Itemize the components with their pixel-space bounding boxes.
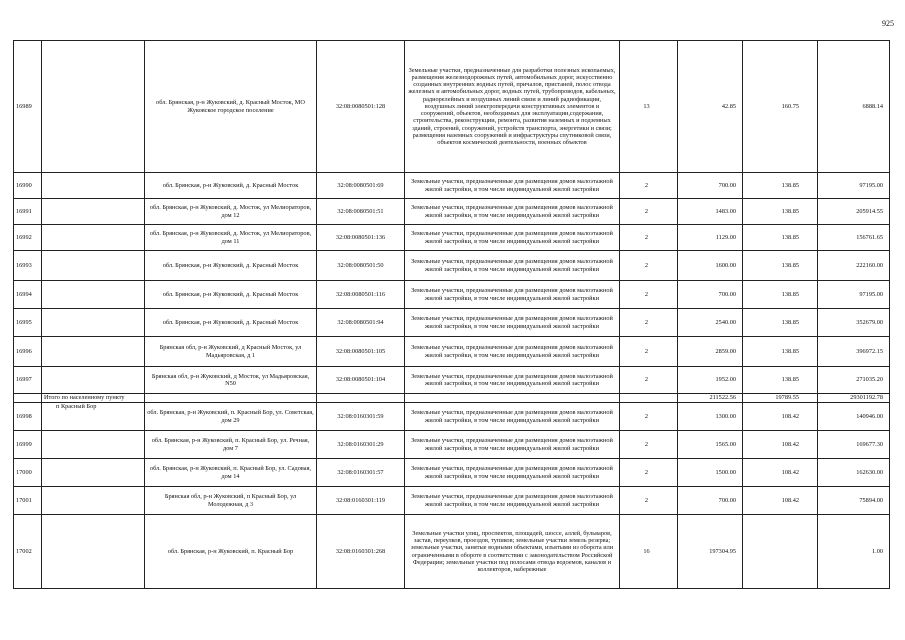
area-cell: 2859.00 bbox=[678, 337, 743, 367]
row-id: 16991 bbox=[14, 199, 42, 225]
address-cell: Брянская обл, р-н Жуковский, д Красный Мосток, ул Мадьяровская, д 1 bbox=[145, 337, 317, 367]
subtotal-empty bbox=[620, 394, 678, 403]
cadastral-number-cell: 32:08:0160301:268 bbox=[317, 515, 405, 589]
area-cell: 700.00 bbox=[678, 173, 743, 199]
settlement-cell bbox=[42, 41, 145, 173]
rate-cell: 138.85 bbox=[743, 367, 818, 394]
row-id: 16990 bbox=[14, 173, 42, 199]
address-cell: обл. Брянская, р-н Жуковский, д. Мосток, ул Мелиораторов, дом 12 bbox=[145, 199, 317, 225]
cadastral-number-cell: 32:08:0080501:51 bbox=[317, 199, 405, 225]
cadastral-value-cell: 162630.00 bbox=[818, 459, 890, 487]
cadastral-value-cell: 205914.55 bbox=[818, 199, 890, 225]
cadastral-value-cell: 156761.65 bbox=[818, 225, 890, 251]
row-id: 16992 bbox=[14, 225, 42, 251]
row-id: 16997 bbox=[14, 367, 42, 394]
table-row bbox=[14, 41, 890, 173]
group-code-cell: 2 bbox=[620, 281, 678, 309]
address-cell: обл. Брянская, р-н Жуковский, д. Красный Мосток bbox=[145, 173, 317, 199]
rate-cell: 138.85 bbox=[743, 337, 818, 367]
cadastral-number-cell: 32:08:0080501:116 bbox=[317, 281, 405, 309]
cadastral-number-cell: 32:08:0080501:104 bbox=[317, 367, 405, 394]
settlement-cell bbox=[42, 487, 145, 515]
settlement-name: п Красный Бор bbox=[42, 403, 145, 431]
cadastral-value-cell: 396972.15 bbox=[818, 337, 890, 367]
cadastral-number-cell: 32:08:0160301:59 bbox=[317, 403, 405, 431]
row-id: 17001 bbox=[14, 487, 42, 515]
area-cell: 1600.00 bbox=[678, 251, 743, 281]
cadastral-value-cell: 140946.00 bbox=[818, 403, 890, 431]
group-code-cell: 13 bbox=[620, 41, 678, 173]
settlement-cell bbox=[42, 431, 145, 459]
land-use-cell: Земельные участки, предназначенные для размещения домов малоэтажной жилой застройки, в том числе индивидуальной жилой застройки bbox=[405, 487, 620, 515]
page-number: 925 bbox=[882, 19, 894, 28]
settlement-cell bbox=[42, 515, 145, 589]
rate-cell: 108.42 bbox=[743, 459, 818, 487]
rate-cell: 138.85 bbox=[743, 309, 818, 337]
cadastral-value-table bbox=[13, 40, 890, 589]
table-row bbox=[14, 487, 890, 515]
land-use-cell: Земельные участки, предназначенные для размещения домов малоэтажной жилой застройки, в том числе индивидуальной жилой застройки bbox=[405, 173, 620, 199]
cadastral-value-cell: 352679.00 bbox=[818, 309, 890, 337]
area-cell: 1565.00 bbox=[678, 431, 743, 459]
table-row bbox=[14, 431, 890, 459]
cadastral-number-cell: 32:08:0080501:69 bbox=[317, 173, 405, 199]
cadastral-number-cell: 32:08:0080501:94 bbox=[317, 309, 405, 337]
group-code-cell: 2 bbox=[620, 173, 678, 199]
group-code-cell: 2 bbox=[620, 487, 678, 515]
settlement-cell bbox=[42, 281, 145, 309]
rate-cell: 108.42 bbox=[743, 431, 818, 459]
address-cell: обл. Брянская, р-н Жуковский, д. Красный Мосток bbox=[145, 251, 317, 281]
group-code-cell: 2 bbox=[620, 367, 678, 394]
group-code-cell: 2 bbox=[620, 309, 678, 337]
land-use-cell: Земельные участки, предназначенные для размещения домов малоэтажной жилой застройки, в том числе индивидуальной жилой застройки bbox=[405, 367, 620, 394]
group-code-cell: 2 bbox=[620, 431, 678, 459]
settlement-cell bbox=[42, 173, 145, 199]
group-code-cell: 16 bbox=[620, 515, 678, 589]
settlement-cell bbox=[42, 251, 145, 281]
cadastral-number-cell: 32:08:0080501:50 bbox=[317, 251, 405, 281]
rate-cell: 138.85 bbox=[743, 281, 818, 309]
cadastral-number-cell: 32:08:0080501:105 bbox=[317, 337, 405, 367]
rate-cell: 108.42 bbox=[743, 487, 818, 515]
cadastral-number-cell: 32:08:0080501:128 bbox=[317, 41, 405, 173]
settlement-cell bbox=[42, 337, 145, 367]
subtotal-row bbox=[14, 394, 890, 403]
subtotal-empty bbox=[317, 394, 405, 403]
area-cell: 1500.00 bbox=[678, 459, 743, 487]
rate-cell bbox=[743, 515, 818, 589]
group-code-cell: 2 bbox=[620, 225, 678, 251]
row-id: 17002 bbox=[14, 515, 42, 589]
group-code-cell: 2 bbox=[620, 459, 678, 487]
subtotal-empty bbox=[145, 394, 317, 403]
group-code-cell: 2 bbox=[620, 199, 678, 225]
land-use-cell: Земельные участки, предназначенные для размещения домов малоэтажной жилой застройки, в том числе индивидуальной жилой застройки bbox=[405, 309, 620, 337]
land-use-cell: Земельные участки, предназначенные для размещения домов малоэтажной жилой застройки, в том числе индивидуальной жилой застройки bbox=[405, 403, 620, 431]
land-use-cell: Земельные участки, предназначенные для разработки полезных ископаемых, размещения железнодорожных путей, автомобильных дорог, искусственно созданных внутренних водных путей, причалов, пристаней, полос отвода железных и автомобильных дорог, водных путей, трубопроводов, кабельных, радиорелейных и воздушных линий связи и линий радиофикации, воздушных линий электропередачи конструктивных элементов и сооружений, объектов, необходимых для эксплуатации,содержания, строительства, реконструкции, ремонта, развития наземных и подземных зданий, строений, сооружений, устройств транспорта, энергетики и связи; размещения наземных сооружений и инфраструктуры спутниковой связи, объектов космической деятельности, военных объектов bbox=[405, 41, 620, 173]
land-use-cell: Земельные участки улиц, проспектов, площадей, шоссе, аллей, бульваров, застав, переулков, проездов, тупиков; земельные участки земель резерва; земельные участки, занятые водными объектами, изъятыми из оборота или ограниченными в обороте в соответствии с законодательством Российской Федерации; земельные участки под полосами отвода водоемов, каналов и коллекторов, набережные bbox=[405, 515, 620, 589]
land-use-cell: Земельные участки, предназначенные для размещения домов малоэтажной жилой застройки, в том числе индивидуальной жилой застройки bbox=[405, 225, 620, 251]
rate-cell: 108.42 bbox=[743, 403, 818, 431]
row-id: 16999 bbox=[14, 431, 42, 459]
address-cell: обл. Брянская, р-н Жуковский, д. Красный Мосток, МО Жуковское городское поселение bbox=[145, 41, 317, 173]
address-cell: обл. Брянская, р-н Жуковский, д. Мосток, ул Мелиораторов, дом 11 bbox=[145, 225, 317, 251]
subtotal-value: 29301192.78 bbox=[818, 394, 890, 403]
subtotal-empty bbox=[14, 394, 42, 403]
land-use-cell: Земельные участки, предназначенные для размещения домов малоэтажной жилой застройки, в том числе индивидуальной жилой застройки bbox=[405, 431, 620, 459]
row-id: 16994 bbox=[14, 281, 42, 309]
row-id: 16998 bbox=[14, 403, 42, 431]
cadastral-number-cell: 32:08:0080501:136 bbox=[317, 225, 405, 251]
area-cell: 1300.00 bbox=[678, 403, 743, 431]
settlement-cell bbox=[42, 199, 145, 225]
area-cell: 1483.00 bbox=[678, 199, 743, 225]
table-row bbox=[14, 225, 890, 251]
address-cell: Брянская обл, р-н Жуковский, п Красный Бор, ул Молодежная, д 3 bbox=[145, 487, 317, 515]
land-use-cell: Земельные участки, предназначенные для размещения домов малоэтажной жилой застройки, в том числе индивидуальной жилой застройки bbox=[405, 459, 620, 487]
area-cell: 700.00 bbox=[678, 487, 743, 515]
cadastral-value-cell: 222160.00 bbox=[818, 251, 890, 281]
row-id: 16989 bbox=[14, 41, 42, 173]
table-row bbox=[14, 459, 890, 487]
area-cell: 1952.00 bbox=[678, 367, 743, 394]
table-row bbox=[14, 367, 890, 394]
cadastral-number-cell: 32:08:0160301:57 bbox=[317, 459, 405, 487]
area-cell: 1129.00 bbox=[678, 225, 743, 251]
settlement-cell bbox=[42, 309, 145, 337]
table-row bbox=[14, 173, 890, 199]
group-code-cell: 2 bbox=[620, 251, 678, 281]
settlement-cell bbox=[42, 459, 145, 487]
rate-cell: 160.75 bbox=[743, 41, 818, 173]
address-cell: Брянская обл, р-н Жуковский, д Мосток, ул Мадьяровская, N50 bbox=[145, 367, 317, 394]
subtotal-label: Итого по населенному пункту bbox=[42, 394, 145, 403]
subtotal-rate: 19789.55 bbox=[743, 394, 818, 403]
subtotal-area: 211522.56 bbox=[678, 394, 743, 403]
table-row bbox=[14, 281, 890, 309]
table-row bbox=[14, 309, 890, 337]
settlement-cell bbox=[42, 225, 145, 251]
address-cell: обл. Брянская, р-н Жуковский, п. Красный Бор, ул. Речная, дом 7 bbox=[145, 431, 317, 459]
land-use-cell: Земельные участки, предназначенные для размещения домов малоэтажной жилой застройки, в том числе индивидуальной жилой застройки bbox=[405, 281, 620, 309]
settlement-cell bbox=[42, 367, 145, 394]
row-id: 17000 bbox=[14, 459, 42, 487]
table-row bbox=[14, 337, 890, 367]
land-use-cell: Земельные участки, предназначенные для размещения домов малоэтажной жилой застройки, в том числе индивидуальной жилой застройки bbox=[405, 251, 620, 281]
address-cell: обл. Брянская, р-н Жуковский, п. Красный Бор bbox=[145, 515, 317, 589]
cadastral-value-cell: 75894.00 bbox=[818, 487, 890, 515]
row-id: 16996 bbox=[14, 337, 42, 367]
rate-cell: 138.85 bbox=[743, 199, 818, 225]
cadastral-value-cell: 271035.20 bbox=[818, 367, 890, 394]
table-row bbox=[14, 515, 890, 589]
area-cell: 700.00 bbox=[678, 281, 743, 309]
subtotal-empty bbox=[405, 394, 620, 403]
cadastral-value-cell: 1.00 bbox=[818, 515, 890, 589]
land-use-cell: Земельные участки, предназначенные для размещения домов малоэтажной жилой застройки, в том числе индивидуальной жилой застройки bbox=[405, 337, 620, 367]
area-cell: 42.85 bbox=[678, 41, 743, 173]
rate-cell: 138.85 bbox=[743, 251, 818, 281]
cadastral-value-cell: 6888.14 bbox=[818, 41, 890, 173]
row-id: 16995 bbox=[14, 309, 42, 337]
cadastral-number-cell: 32:08:0160301:119 bbox=[317, 487, 405, 515]
rate-cell: 138.85 bbox=[743, 173, 818, 199]
area-cell: 197304.95 bbox=[678, 515, 743, 589]
table-row bbox=[14, 403, 890, 431]
cadastral-value-cell: 169677.30 bbox=[818, 431, 890, 459]
cadastral-value-cell: 97195.00 bbox=[818, 173, 890, 199]
group-code-cell: 2 bbox=[620, 337, 678, 367]
address-cell: обл. Брянская, р-н Жуковский, п. Красный Бор, ул. Садовая, дом 14 bbox=[145, 459, 317, 487]
land-use-cell: Земельные участки, предназначенные для размещения домов малоэтажной жилой застройки, в том числе индивидуальной жилой застройки bbox=[405, 199, 620, 225]
address-cell: обл. Брянская, р-н Жуковский, д. Красный Мосток bbox=[145, 281, 317, 309]
group-code-cell: 2 bbox=[620, 403, 678, 431]
row-id: 16993 bbox=[14, 251, 42, 281]
cadastral-number-cell: 32:08:0160301:29 bbox=[317, 431, 405, 459]
cadastral-value-cell: 97195.00 bbox=[818, 281, 890, 309]
address-cell: обл. Брянская, р-н Жуковский, п. Красный Бор, ул. Советская, дом 29 bbox=[145, 403, 317, 431]
table-row bbox=[14, 251, 890, 281]
table-row bbox=[14, 199, 890, 225]
rate-cell: 138.85 bbox=[743, 225, 818, 251]
area-cell: 2540.00 bbox=[678, 309, 743, 337]
address-cell: обл. Брянская, р-н Жуковский, д. Красный Мосток bbox=[145, 309, 317, 337]
